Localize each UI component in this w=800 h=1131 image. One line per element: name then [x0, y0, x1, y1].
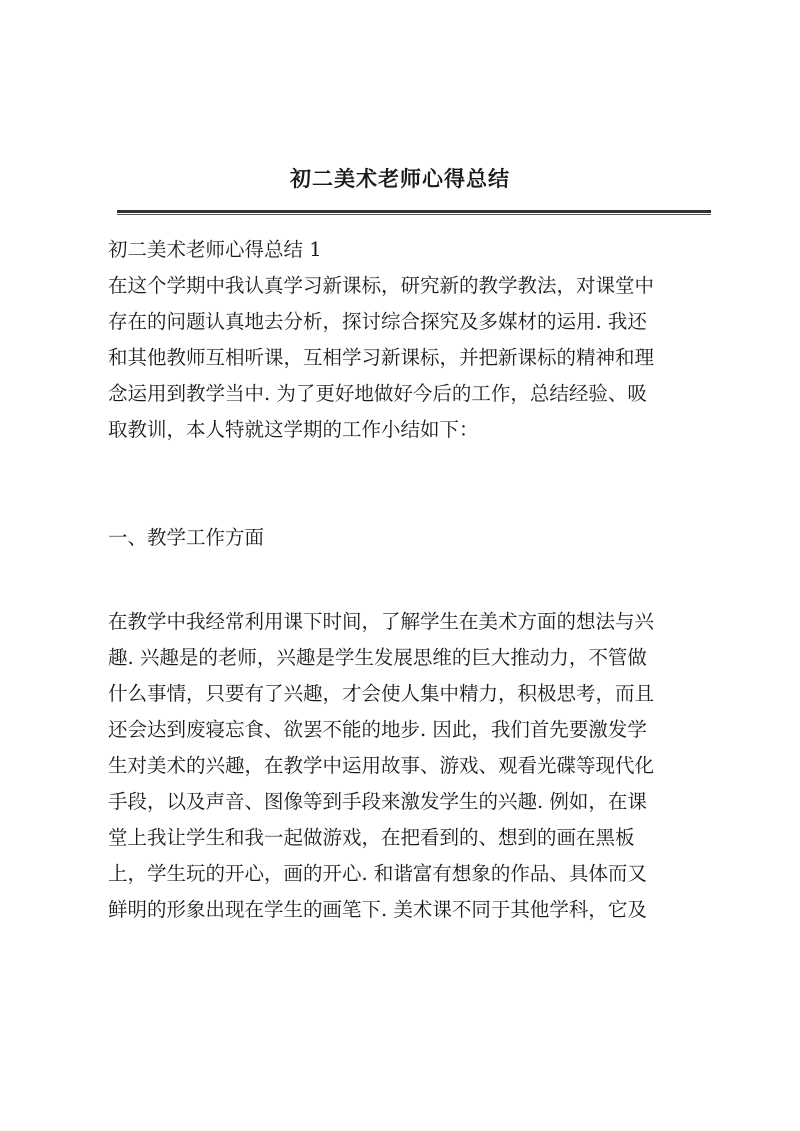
paragraph-line: 在教学中我经常利用课下时间，了解学生在美术方面的想法与兴: [108, 610, 655, 633]
section-heading: [108, 520, 716, 556]
paragraph-line: 趣. 兴趣是的老师，兴趣是学生发展思维的巨大推动力，不管做: [108, 646, 647, 669]
paragraph-line: 手段，以及声音、图像等到手段来激发学生的兴趣. 例如，在课: [108, 790, 647, 813]
heading-text: 一、教学工作方面: [108, 526, 265, 549]
document-title: 初二美术老师心得总结: [290, 166, 510, 191]
paragraph-line: 鲜明的形象出现在学生的画笔下. 美术课不同于其他学科，它及: [108, 898, 647, 921]
paragraph-line: 在这个学期中我认真学习新课标，研究新的教学教法，对课堂中: [108, 274, 655, 297]
paragraph-line: 存在的问题认真地去分析，探讨综合探究及多媒材的运用. 我还: [108, 310, 647, 333]
title-divider: [117, 210, 711, 213]
section-subtitle: [108, 232, 716, 268]
paragraph-line: 念运用到教学当中. 为了更好地做好今后的工作，总结经验、吸: [108, 382, 647, 405]
intro-paragraph: [108, 268, 716, 448]
paragraph-line: 和其他教师互相听课，互相学习新课标，并把新课标的精神和理: [108, 346, 655, 369]
paragraph-line: 什么事情，只要有了兴趣，才会使人集中精力，积极思考，而且: [108, 682, 655, 705]
subtitle-text: 初二美术老师心得总结 1: [108, 238, 322, 261]
paragraph-line: 取教训，本人特就这学期的工作小结如下：: [108, 418, 479, 441]
paragraph-line: 生对美术的兴趣，在教学中运用故事、游戏、观看光碟等现代化: [108, 754, 655, 777]
paragraph-line: 还会达到废寝忘食、欲罢不能的地步. 因此，我们首先要激发学: [108, 718, 647, 741]
paragraph-line: 上，学生玩的开心，画的开心. 和谐富有想象的作品、具体而又: [108, 862, 647, 885]
paragraph-line: 堂上我让学生和我一起做游戏，在把看到的、想到的画在黑板: [108, 826, 635, 849]
body-paragraph: [108, 604, 716, 928]
